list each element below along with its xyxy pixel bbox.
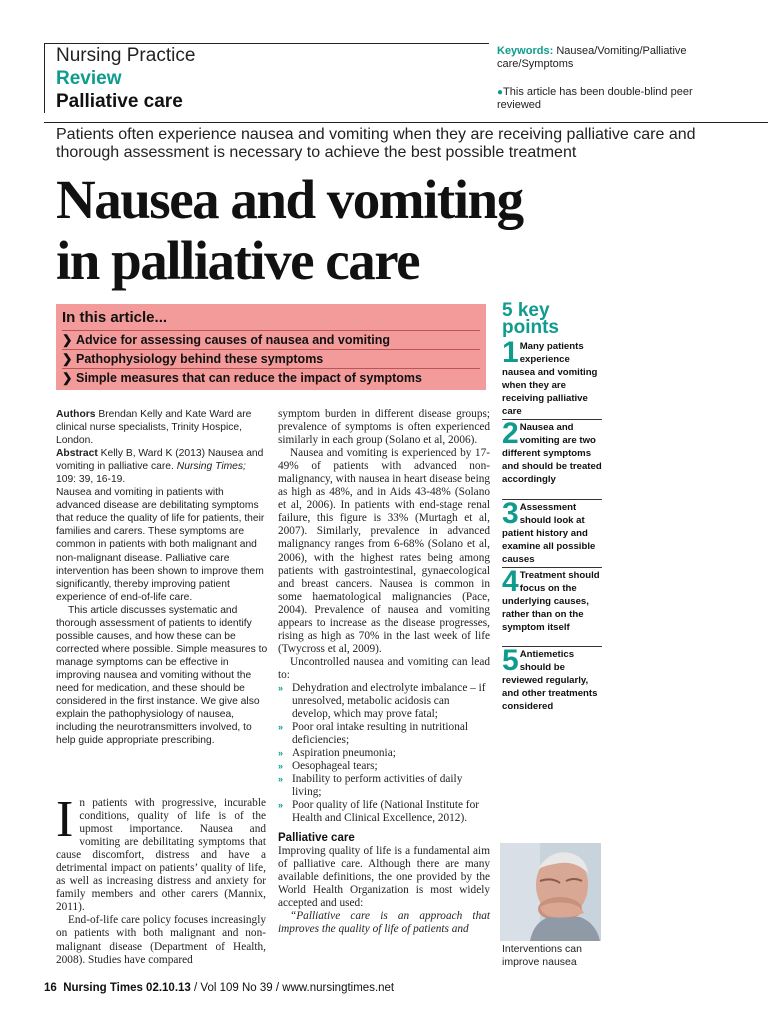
keywords — [497, 45, 727, 71]
abstract-paragraph: This article discusses systematic and thorough assessment of patients to identify possible causes, and how these can be corrected where possible. Simple measures to manage symptoms can be effective in improving nausea and vomiting without the need for medication, and these should be considered in the first instance. We give also explain the pathophysiology of nausea, including the neurotransmitters involved, to help guide appropriate prescribing. — [56, 604, 268, 747]
section-label: Nursing Practice — [56, 45, 196, 66]
keywords-value: Nausea/Vomiting/Palliative care/Symptoms — [497, 45, 687, 70]
body-paragraph: Nausea and vomiting is experienced by 17-49% of patients with advanced non-malignancy, with nausea in heart disease being as high as 48%, and in Aids 43-48% (Solano et al, 2006). In patients with end-stage renal failure, this figure is 33% (Murtagh et al, 2007). Similarly, prevalence in advanced malignancy ranges from 6-68% (Solano et al, 2006), with the highest rates being among patients with gastrointestinal, gynaecological and breast cancers. Nausea is common in some haematological malignancies (Pace, 2004). Prevalence of nausea and vomiting appears to increase as the disease progresses, rising as high as 70% in the last week of life (Twycross et al, 2009). — [278, 447, 490, 655]
abstract-paragraph: Nausea and vomiting in patients with advanced disease are debilitating symptoms that reduce the quality of life for patients, their families and carers. These symptoms are common in patients with both malignant and non-malignant disease. Palliative care intervention has been shown to improve them significantly, thereby improving patient experience of end-of-life care. — [56, 487, 265, 603]
patient-photo — [500, 843, 601, 941]
key-point — [502, 644, 602, 728]
chevron-double-icon: » — [278, 774, 284, 785]
list-item-text: Aspiration pneumonia; — [292, 747, 396, 760]
dropcap-letter: I — [56, 791, 74, 848]
in-this-article-box — [56, 304, 486, 390]
subheading-palliative-care: Palliative care — [278, 831, 355, 844]
list-item — [278, 747, 490, 760]
list-item-text: Inability to perform activities of daily living; — [292, 773, 463, 799]
header-left-rule — [44, 43, 45, 113]
chevron-double-icon: » — [278, 682, 284, 693]
body-paragraph: symptom burden in different disease groups; prevalence of symptoms is often experienced similarly in each group (Solano et al, 2006). — [278, 408, 490, 447]
list-item-text: Dehydration and electrolyte imbalance – if unresolved, metabolic acidosis can develop, which may prove fatal; — [292, 681, 486, 721]
key-point-number: 4 — [502, 565, 519, 598]
in-this-article-item-text: Pathophysiology behind these symptoms — [76, 352, 324, 366]
abstract-column — [56, 408, 268, 747]
in-this-article-item-text: Advice for assessing causes of nausea and vomiting — [76, 333, 390, 347]
chevron-double-icon: » — [278, 722, 284, 733]
abstract-citation-volume: 109: 39, 16-19. — [56, 474, 126, 486]
list-item — [278, 682, 490, 721]
body-column-1 — [56, 791, 266, 967]
headline-line-1: Nausea and vomiting — [56, 169, 523, 230]
authors — [56, 408, 268, 447]
key-point-number: 5 — [502, 644, 519, 677]
authors-text: Brendan Kelly and Kate Ward are clinical nurse specialists, Trinity Hospice, London. — [56, 409, 252, 447]
authors-label: Authors — [56, 409, 96, 420]
key-point — [502, 336, 602, 420]
website-url: www.nursingtimes.net — [282, 982, 395, 994]
list-item-text: Poor quality of life (National Institute for Health and Clinical Excellence, 2012). — [292, 799, 479, 825]
abstract — [56, 447, 268, 486]
body-column-2 — [278, 408, 490, 936]
quote: “Palliative care is an approach that improves the quality of life of patients and — [278, 909, 490, 935]
chevron-right-icon: ❯ — [62, 352, 73, 366]
key-point — [502, 497, 602, 568]
article-type: Review — [56, 68, 122, 89]
list-item — [278, 773, 490, 799]
body-paragraph: Improving quality of life is a fundamental aim of palliative care. Although there are many available definitions, the one provided by the World Health Organization is most widely accepted and used: — [278, 844, 490, 909]
in-this-article-item-text: Simple measures that can reduce the impact of symptoms — [76, 371, 422, 385]
list-item — [278, 799, 490, 825]
patient-illustration — [500, 843, 601, 941]
peer-review-text: This article has been double-blind peer reviewed — [497, 86, 693, 111]
chevron-right-icon: ❯ — [62, 333, 73, 347]
journal-issue: Nursing Times 02.10.13 — [63, 982, 191, 994]
header-top-rule — [44, 43, 489, 44]
abstract-label: Abstract — [56, 448, 98, 460]
abstract-citation: Kelly B, Ward K (2013) Nausea and vomiting in palliative care. — [56, 448, 264, 473]
in-this-article-item — [62, 368, 480, 385]
in-this-article-item — [62, 349, 480, 366]
page-footer — [44, 982, 394, 994]
article-topic: Palliative care — [56, 91, 183, 112]
list-item-text: Oesophageal tears; — [292, 760, 378, 773]
key-point-text: Nausea and vomiting are two different symptoms and should be treated accordingly — [502, 422, 602, 486]
key-point-text: Assessment should look at patient history and examine all possible causes — [502, 502, 596, 566]
photo-caption: Interventions can improve nausea — [502, 943, 582, 968]
key-point-text: Antiemetics should be reviewed regularly, and other treatments considered — [502, 649, 598, 713]
key-point-number: 2 — [502, 417, 519, 450]
footer-separator: / — [190, 982, 201, 994]
key-point-number: 3 — [502, 497, 519, 530]
key-point-number: 1 — [502, 336, 519, 369]
key-points-title-line-1: 5 key — [502, 300, 550, 321]
footer-separator: / — [272, 982, 283, 994]
key-point — [502, 565, 602, 647]
body-paragraph: End-of-life care policy focuses increasingly on patients with both malignant and non-malignant disease (Department of Health, 2008). Studies have compared — [56, 914, 266, 966]
standfirst: Patients often experience nausea and vomiting when they are receiving palliative care and thorough assessment is necessary to achieve the best possible treatment — [56, 126, 696, 161]
chevron-double-icon: » — [278, 761, 284, 772]
key-point — [502, 417, 602, 500]
list-item — [278, 760, 490, 773]
headline-line-2: in palliative care — [56, 230, 420, 291]
key-points-title — [502, 302, 559, 336]
key-point-text: Treatment should focus on the underlying causes, rather than on the symptom itself — [502, 570, 600, 634]
body-paragraph: Uncontrolled nausea and vomiting can lead to: — [278, 655, 490, 681]
header-bottom-rule — [44, 122, 768, 123]
key-points-title-line-2: points — [502, 317, 559, 338]
chevron-double-icon: » — [278, 800, 284, 811]
in-this-article-title: In this article... — [62, 309, 168, 326]
keywords-label: Keywords: — [497, 45, 554, 57]
page-number: 16 — [44, 982, 57, 994]
in-this-article-item — [62, 330, 480, 347]
volume-issue: Vol 109 No 39 — [200, 982, 273, 994]
chevron-double-icon: » — [278, 748, 284, 759]
abstract-journal: Nursing Times; — [176, 461, 246, 473]
bullet-icon: ● — [497, 87, 504, 98]
peer-review-note — [497, 86, 707, 112]
body-paragraph: n patients with progressive, incurable conditions, quality of life is of the upmost importance. Nausea and vomiting are debilitating symptoms that cause discomfort, distress and have a detrimental impact on patients’ quality of life, as well as increasing distress and anxiety for family members and other carers (Mannix, 2011). — [56, 797, 266, 914]
key-point-text: Many patients experience nausea and vomiting when they are receiving palliative care — [502, 341, 598, 418]
chevron-right-icon: ❯ — [62, 371, 73, 385]
list-item — [278, 721, 490, 747]
list-item-text: Poor oral intake resulting in nutritional deficiencies; — [292, 721, 469, 747]
